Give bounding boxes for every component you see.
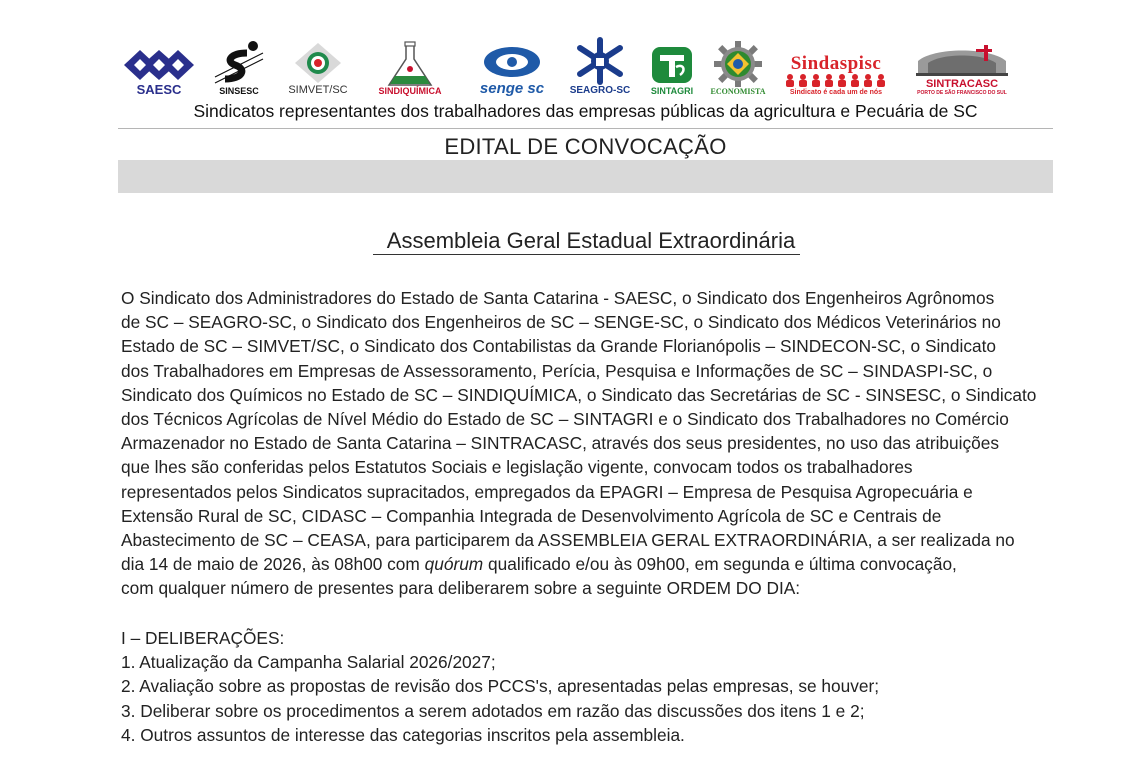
sintagri-label: SINTAGRI [650, 86, 694, 96]
deliberacoes-section [121, 626, 879, 747]
paragraph-line: representados pelos Sindicatos supracitados, empregados da EPAGRI – Empresa de Pesquisa Agropecuária e [121, 481, 973, 502]
saesc-label: SAESC [136, 82, 182, 97]
convocation-paragraph [121, 286, 1036, 600]
paragraph-line: dos Trabalhadores em Empresas de Assessoramento, Perícia, Pesquisa e Informações de SC – SINDASPI-SC, o [121, 360, 993, 381]
sindaspi-label: Sindaspisc [790, 53, 882, 74]
line-text-post: qualificado e/ou às 09h00, em segunda e última convocação, [483, 554, 957, 575]
warehouse-icon [914, 43, 1010, 77]
economista-label: ECONOMISTA [710, 87, 766, 96]
sindiquimica-label: SINDIQUÍMICA [378, 86, 442, 96]
logo-row [118, 32, 1018, 98]
title-underline [373, 254, 800, 255]
seagro-emblem [572, 36, 628, 86]
sindaspi-tagline: Sindicato é cada um de nós [789, 89, 883, 96]
gray-band [118, 160, 1053, 193]
simvet-logo [280, 32, 356, 96]
agenda-item: 1. Atualização da Campanha Salarial 2026/2027; [121, 652, 496, 673]
paragraph-line: com qualquer número de presentes para deliberarem sobre a seguinte ORDEM DO DIA: [121, 578, 801, 599]
sinsesc-label: SINSESC [219, 86, 259, 96]
sintracasc-tagline: PORTO DE SÃO FRANCISCO DO SUL [917, 90, 1007, 96]
sintracasc-logo [908, 32, 1016, 96]
saesc-emblem [122, 48, 196, 82]
agenda-item: 3. Deliberar sobre os procedimentos a serem adotados em razão das discussões dos itens 1 e 2; [121, 700, 865, 721]
header-divider [118, 128, 1053, 129]
sinsesc-emblem [213, 39, 265, 87]
deliberacoes-heading: I – DELIBERAÇÕES: [121, 628, 285, 648]
italic-term: quórum [424, 554, 484, 575]
seagro-label: SEAGRO-SC [569, 85, 631, 96]
people-icon [783, 73, 889, 87]
edital-title: EDITAL DE CONVOCAÇÃO [444, 134, 727, 159]
seagro-logo [568, 32, 632, 96]
paragraph-line: Sindicato dos Químicos no Estado de SC – SINDIQUÍMICA, o Sindicato das Secretárias de SC - SINSESC, o Sindicato [121, 384, 1037, 405]
paragraph-line: O Sindicato dos Administradores do Estado de Santa Catarina - SAESC, o Sindicato dos Engenheiros Agrônomos [121, 288, 995, 308]
agenda-item: 2. Avaliação sobre as propostas de revisão dos PCCS's, apresentadas pelas empresas, se houver; [121, 676, 880, 697]
sintagri-emblem [650, 45, 694, 85]
senge-emblem [482, 45, 542, 79]
paragraph-line: Extensão Rural de SC, CIDASC – Companhia Integrada de Desenvolvimento Agrícola de SC e Centrais de [121, 505, 942, 526]
paragraph-line [121, 552, 1036, 576]
simvet-emblem [293, 41, 343, 85]
flask-icon [383, 41, 437, 87]
saesc-logo [120, 32, 198, 96]
paragraph-line: de SC – SEAGRO-SC, o Sindicato dos Engenheiros de SC – SENGE-SC, o Sindicato dos Médicos Veterinários no [121, 312, 1001, 333]
paragraph-line: que lhes são conferidas pelos Estatutos Sociais e legislação vigente, convocam todos os trabalhadores [121, 457, 913, 478]
agenda-item: 4. Outros assuntos de interesse das categorias inscritos pela assembleia. [121, 724, 685, 745]
sintagri-logo [646, 32, 698, 96]
paragraph-line: dos Técnicos Agrícolas de Nível Médio do Estado de SC – SINTAGRI e o Sindicato dos Trabalhadores no Comércio [121, 408, 1009, 429]
paragraph-line: Estado de SC – SIMVET/SC, o Sindicato dos Contabilistas da Grande Florianópolis – SINDECON-SC, o Sindicato [121, 336, 997, 357]
simvet-label: SIMVET/SC [288, 84, 348, 96]
paragraph-line: Abastecimento de SC – CEASA, para participarem da ASSEMBLEIA GERAL EXTRAORDINÁRIA, a ser realizada no [121, 529, 1015, 550]
senge-label: senge sc [479, 80, 545, 97]
sinsesc-logo [210, 32, 268, 96]
economista-logo [708, 32, 768, 96]
sintracasc-label: SINTRACASC [925, 78, 999, 90]
sindaspi-logo [778, 32, 894, 96]
header-subtitle: Sindicatos representantes dos trabalhadores das empresas públicas da agricultura e Pecuária de SC [193, 101, 978, 121]
gear-icon [713, 40, 763, 88]
document-title: Assembleia Geral Estadual Extraordinária [386, 228, 796, 253]
senge-logo [464, 32, 560, 96]
line-text-pre: dia 14 de maio de 2026, às 08h00 com [121, 554, 425, 575]
sindiquimica-logo [366, 32, 454, 96]
paragraph-line: Armazenador no Estado de Santa Catarina – SINTRACASC, através dos seus presidentes, no uso das atribuições [121, 433, 999, 454]
